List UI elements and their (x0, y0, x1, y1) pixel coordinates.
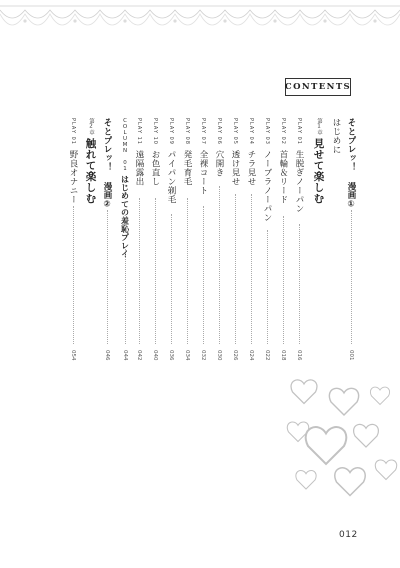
toc-page-number: 032 (200, 350, 206, 361)
dot-leader (187, 198, 188, 344)
toc-page-number: 054 (70, 350, 76, 361)
toc-entry-text (344, 118, 358, 210)
play-number: PLAY 10 (152, 118, 158, 145)
toc-entry (329, 118, 343, 370)
toc-page-number: 018 (280, 350, 286, 361)
toc-entry-text (292, 118, 306, 213)
dot-leader (203, 206, 204, 344)
toc-entry-text (118, 118, 132, 258)
chapter-number: 第1章 (316, 118, 322, 135)
toc-item-title: パイパン剃毛 (166, 149, 176, 204)
toc-entry (276, 118, 290, 370)
play-number: PLAY 09 (168, 118, 174, 145)
section-title: そとプレッ！ 漫画② (102, 118, 112, 210)
play-number: PLAY 01 (296, 118, 302, 145)
dot-leader (139, 198, 140, 344)
toc-item-title: 透け見せ (230, 149, 240, 186)
column-tag: COLUMN 01 (122, 118, 128, 172)
toc-entry-text (164, 118, 178, 204)
play-number: PLAY 02 (280, 118, 286, 145)
toc-page-number: 030 (216, 350, 222, 361)
toc-entry (132, 118, 146, 370)
section-title: そとプレッ！ 漫画① (346, 118, 356, 210)
toc-entry-text (66, 118, 80, 204)
toc-page-number: 022 (264, 350, 270, 361)
toc-entry-text (100, 118, 114, 210)
toc-entry (312, 118, 326, 370)
play-number: PLAY 07 (200, 118, 206, 145)
heart-icon (354, 424, 379, 447)
toc-entry-text (228, 118, 242, 186)
dot-leader (235, 194, 236, 344)
toc-page-number: 044 (122, 350, 128, 361)
heart-icon (291, 380, 317, 404)
dot-leader (219, 186, 220, 344)
dot-leader (155, 198, 156, 344)
toc-page-number: 034 (184, 350, 190, 361)
toc-entry (244, 118, 258, 370)
toc-entry (344, 118, 358, 370)
play-number: PLAY 03 (264, 118, 270, 145)
toc-item-title: 全裸コート (198, 149, 208, 195)
heart-icon (296, 471, 316, 489)
toc-entry (118, 118, 132, 370)
heart-icon (335, 468, 365, 496)
dot-leader (125, 246, 126, 344)
toc-entry (66, 118, 80, 370)
play-number: PLAY 11 (136, 118, 142, 145)
dot-leader (107, 210, 108, 344)
toc-page-number: 040 (152, 350, 158, 361)
toc-item-title: 野良オナニー (68, 149, 78, 204)
toc-entry (228, 118, 242, 370)
toc-entry (196, 118, 210, 370)
toc-item-title: 発毛育毛 (182, 149, 192, 186)
hearts-decoration (282, 376, 400, 506)
heart-icon (370, 387, 389, 404)
heart-icon (375, 460, 396, 479)
toc-entry (212, 118, 226, 370)
toc-item-title: 穴開き (214, 149, 224, 177)
toc-entry-text (132, 118, 146, 186)
toc-item-title: 首輪＆リード (278, 149, 288, 204)
dot-leader (73, 206, 74, 344)
toc-page-number: 036 (168, 350, 174, 361)
column-title: はじめての羞恥プレイ (120, 175, 130, 258)
toc-page-number: 016 (296, 350, 302, 361)
toc-item-title: お色直し (150, 149, 160, 186)
dot-leader (283, 216, 284, 344)
toc-entry (148, 118, 162, 370)
toc-entry-text (196, 118, 210, 195)
toc-entry (180, 118, 194, 370)
toc-item-title: ノーブラノーパン (262, 149, 272, 222)
chapter-title: 見せて楽しむ (312, 138, 325, 204)
toc-entry-text (148, 118, 162, 186)
toc-entry-text (329, 118, 343, 154)
chapter-title: 触れて楽しむ (84, 138, 97, 204)
dot-leader (351, 210, 352, 344)
page-number: 012 (339, 530, 358, 540)
toc-entry-text (84, 118, 98, 204)
toc-entry-text (212, 118, 226, 177)
play-number: PLAY 08 (184, 118, 190, 145)
play-number: PLAY 04 (248, 118, 254, 145)
dot-leader (267, 230, 268, 344)
toc-entry (100, 118, 114, 370)
toc-item-title: チラ見せ (246, 149, 256, 186)
heart-icon (329, 388, 358, 415)
play-number: PLAY 01 (70, 118, 76, 145)
toc-entry-text (244, 118, 258, 186)
toc-page-number: 046 (104, 350, 110, 361)
toc-page-number: 026 (232, 350, 238, 361)
toc-entry-text (260, 118, 274, 222)
heart-icon (306, 427, 347, 464)
toc-page-number: 001 (348, 350, 354, 361)
contents-label: CONTENTS (284, 82, 352, 92)
toc-entry (292, 118, 306, 370)
play-number: PLAY 05 (232, 118, 238, 145)
dot-leader (251, 194, 252, 344)
toc-entry (260, 118, 274, 370)
toc-item-title: はじめに (331, 118, 341, 154)
toc-entry-text (312, 118, 326, 204)
toc-entry (84, 118, 98, 370)
toc-entry-text (276, 118, 290, 204)
chapter-number: 第2章 (88, 118, 94, 135)
dot-leader (171, 214, 172, 344)
contents-heading (285, 78, 351, 96)
toc-item-title: 遠隔露出 (134, 149, 144, 186)
toc-item-title: 生脱ぎノーパン (294, 149, 304, 213)
dot-leader (299, 224, 300, 344)
toc-page-number: 042 (136, 350, 142, 361)
toc-entry (164, 118, 178, 370)
play-number: PLAY 06 (216, 118, 222, 145)
toc-page-number: 024 (248, 350, 254, 361)
lace-border (0, 0, 400, 44)
toc-entry-text (180, 118, 194, 186)
